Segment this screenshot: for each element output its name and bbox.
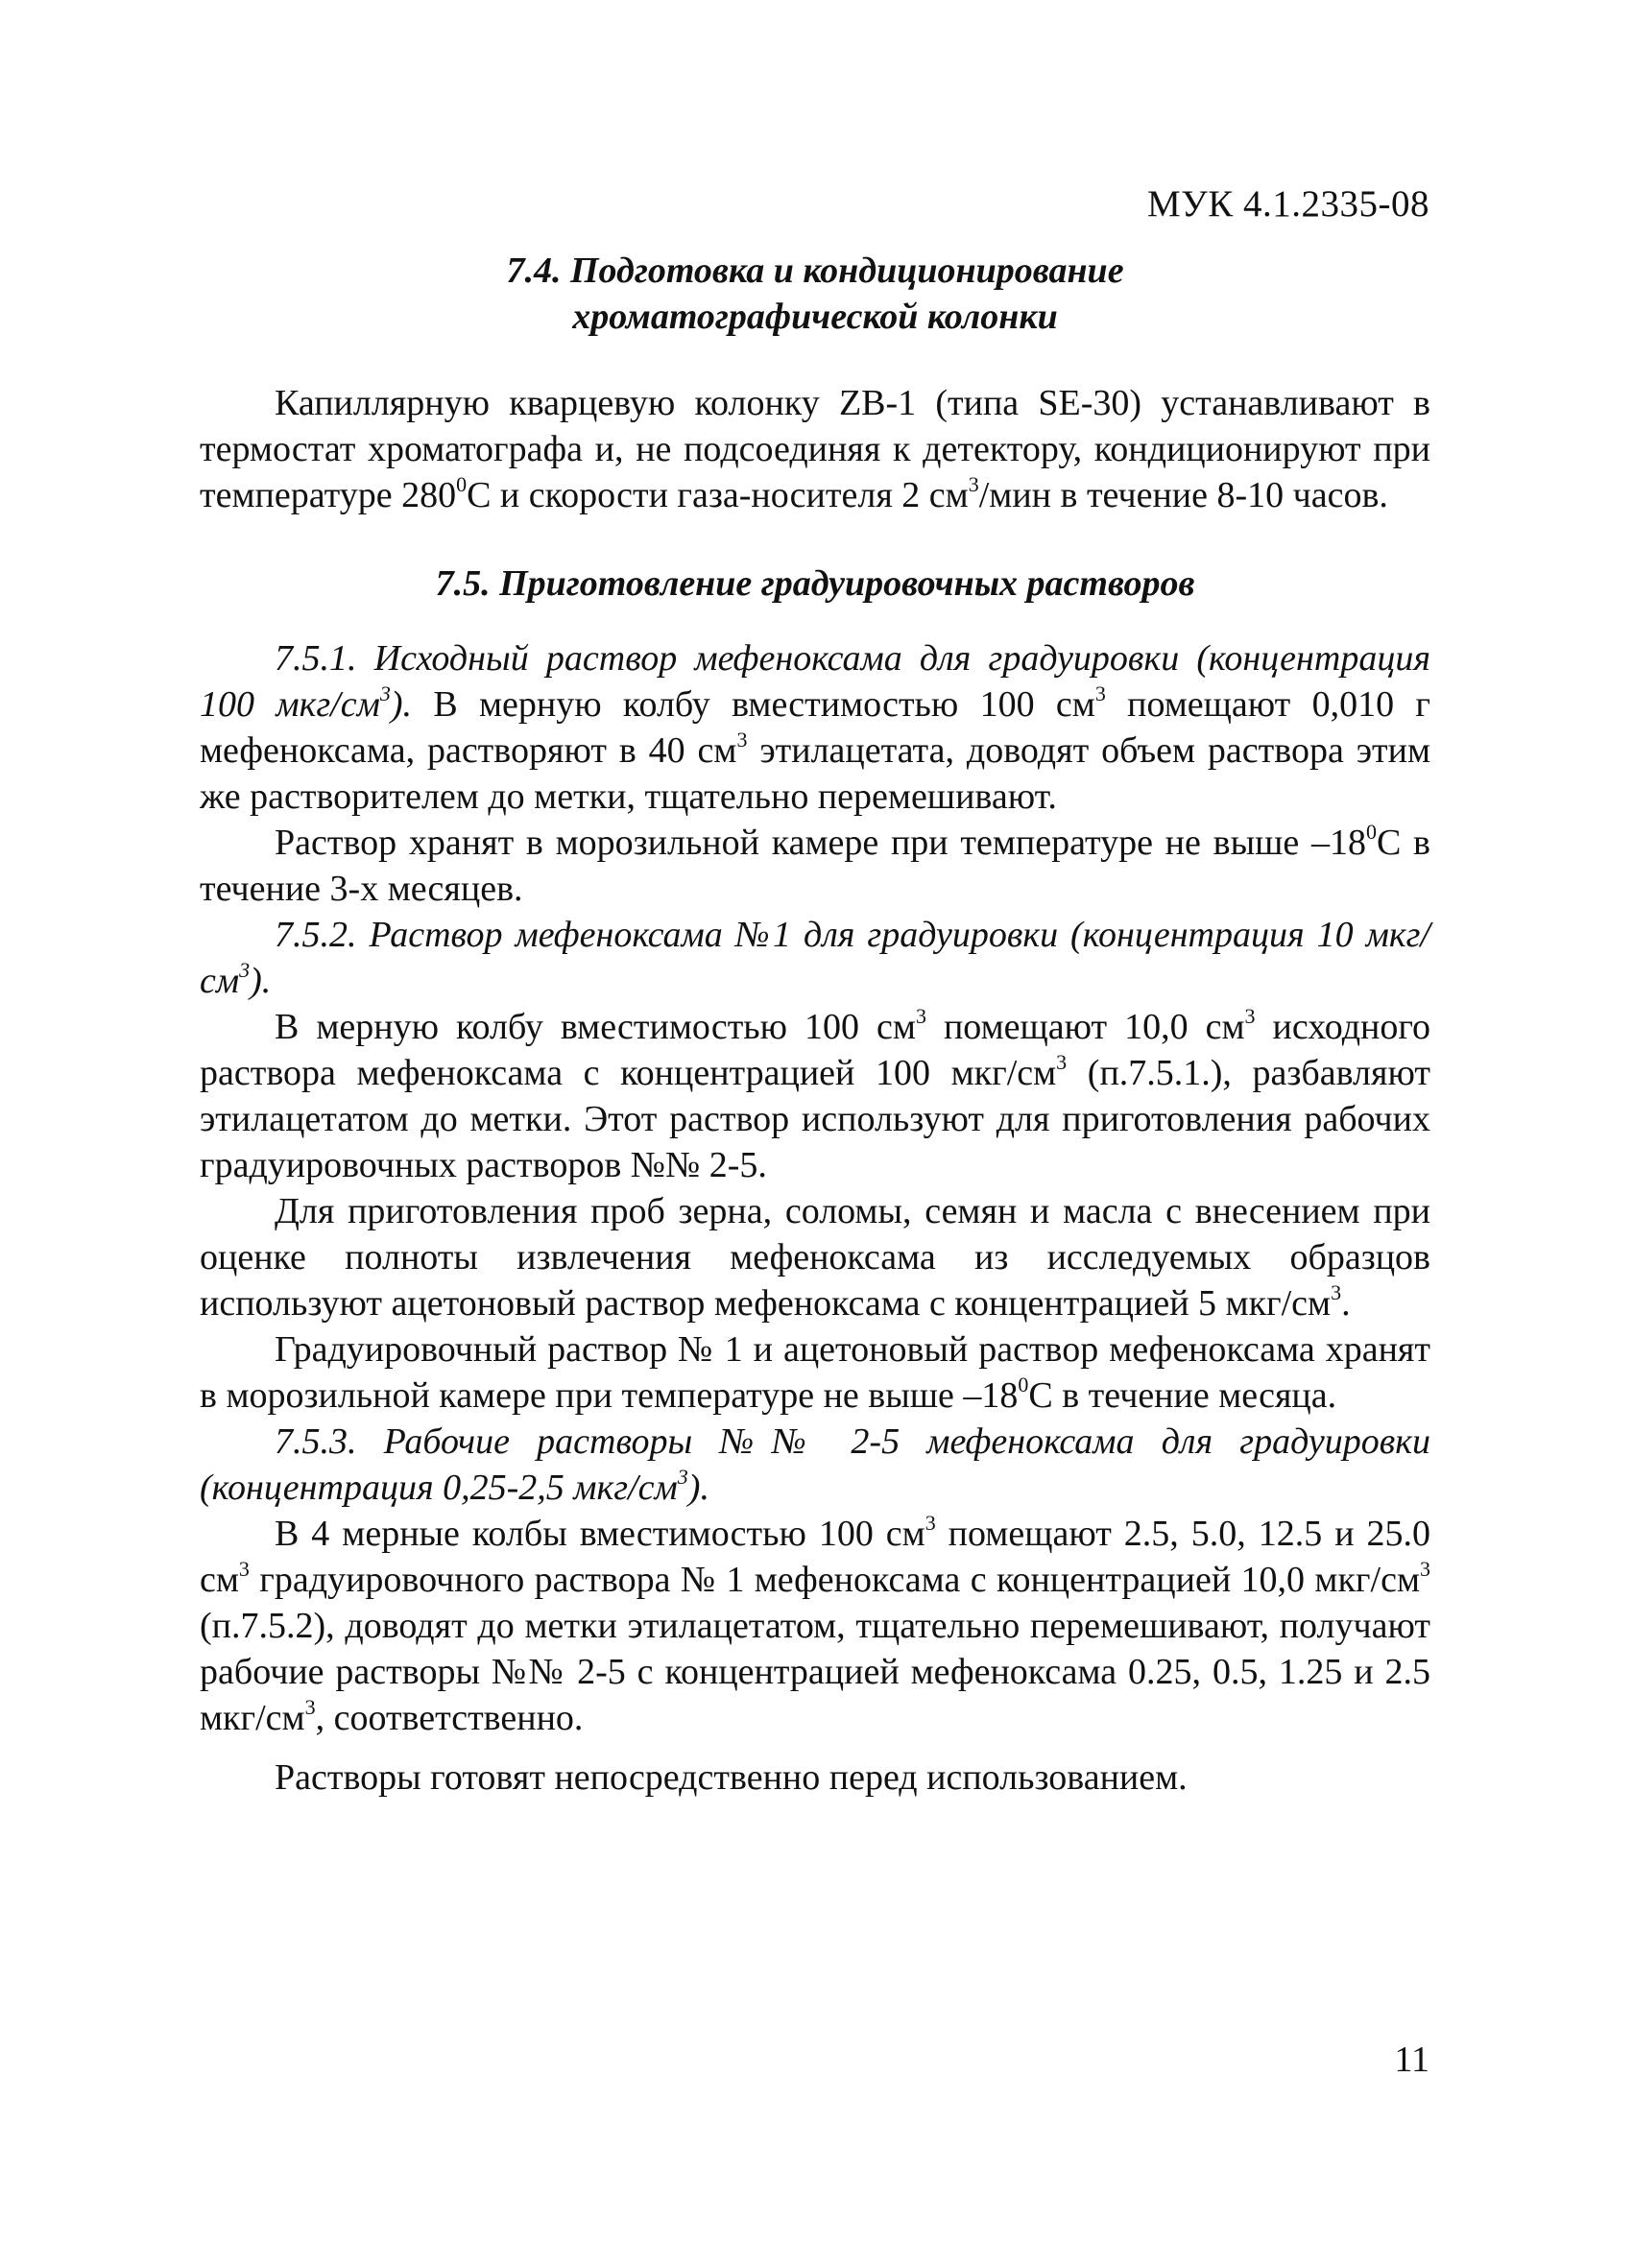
- document-body: [200, 248, 1430, 1801]
- document-code: МУК 4.1.2335-08: [1146, 183, 1429, 225]
- section-7-5-2-storage: Градуировочный раствор № 1 и ацетоновый раствор мефеноксама хранят в морозильной камере при температуре не выше $-18^0С$ в течение месяца.: [200, 1329, 1430, 1416]
- section-7-4-title-line2: хроматографической колонки: [572, 297, 1058, 337]
- section-7-5-2-acetone: Для приготовления проб зерна, соломы, семян и масла с внесением при оценке полноты извлечения мефеноксама из исследуемых образцов используют ацетоновый раствор мефеноксама с концентрацией 5 мкг/$см^3$.: [200, 1191, 1430, 1324]
- section-7-5-1-paragraph: 7.5.1. Исходный раствор мефеноксама для градуировки (концентрация 100 мкг/$см^3$). В мерную колбу вместимостью 100 $см^3$ помещают 0,010 г мефеноксама, растворяют в 40 $см^3$ этилацетата, доводят объем раствора этим же растворителем до метки, тщательно перемешивают.: [200, 638, 1430, 817]
- page-number: 11: [1394, 2040, 1429, 2080]
- section-7-5-3-final: Растворы готовят непосредственно перед использованием.: [275, 1757, 1188, 1798]
- section-7-4-title-line1: 7.4. Подготовка и кондиционирование: [506, 251, 1124, 291]
- section-7-5-2-title: 7.5.2. Раствор мефеноксама №1 для градуировки (концентрация 10 мкг/$см^3$).: [200, 915, 1430, 1001]
- section-7-4-title: [200, 248, 1430, 340]
- section-7-5-3-paragraph: В 4 мерные колбы вместимостью 100 $см^3$ помещают 2.5, 5.0, 12.5 и 25.0 $см^3$ градуировочного раствора № 1 мефеноксама с концентрацией 10,0 мкг/$см^3$ (п.7.5.2), доводят до метки этилацетатом, тщательно перемешивают, получают рабочие растворы №№ 2-5 с концентрацией мефеноксама 0.25, 0.5, 1.25 и 2.5 мкг/$см^3$, соответственно.: [200, 1511, 1430, 1738]
- section-7-5-2-paragraph: В мерную колбу вместимостью 100 $см^3$ помещают 10,0 $см^3$ исходного раствора мефеноксама с концентрацией 100 мкг/$см^3$ (п.7.5.1.), разбавляют этилацетатом до метки. Этот раствор используют для приготовления рабочих градуировочных растворов №№ 2-5.: [200, 1004, 1431, 1185]
- section-7-4-paragraph: Капиллярную кварцевую колонку ZB-1 (типа SE-30) устанавливают в термостат хроматографа и, не подсоединяя к детектору, кондиционируют при температуре $280^0С$ и скорости газа-носителя 2 $см^3$/мин в течение 8-10 часов.: [200, 383, 1430, 515]
- section-7-5-1-storage: Раствор хранят в морозильной камере при температуре не выше $-18^0С$ в течение 3-х месяцев.: [200, 820, 1430, 909]
- section-7-5-title: 7.5. Приготовление градуировочных растворов: [435, 563, 1195, 604]
- section-7-5-3-title: 7.5.3. Рабочие растворы №№ 2-5 мефеноксама для градуировки (концентрация 0,25-2,5 мкг/$см^3$).: [200, 1421, 1430, 1508]
